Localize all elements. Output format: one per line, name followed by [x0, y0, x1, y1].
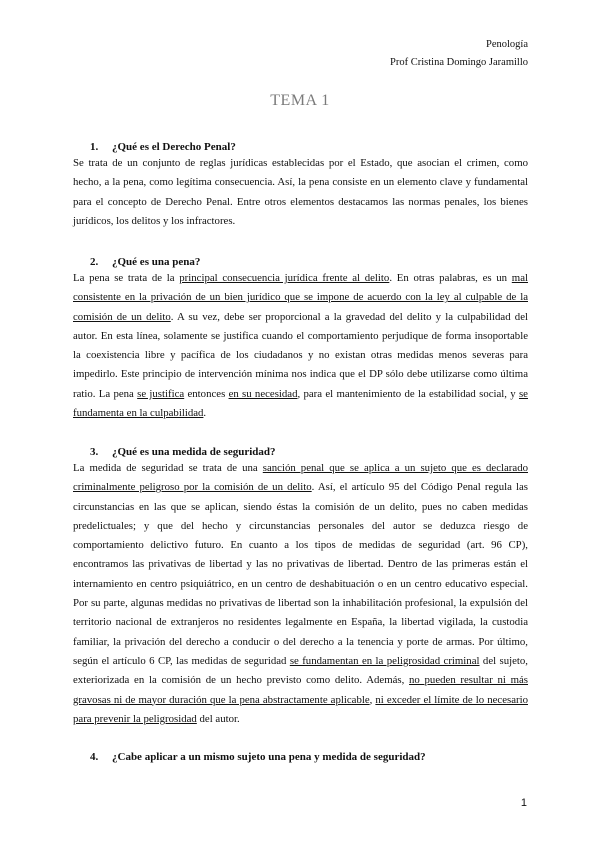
text-run: , — [369, 693, 376, 706]
section-4-question: ¿Cabe aplicar a un mismo sujeto una pena y medida de seguridad? — [112, 751, 426, 763]
text-run: del autor. — [196, 712, 240, 725]
section-2-number: 2. — [90, 256, 99, 268]
text-run: entonces — [184, 387, 229, 400]
underlined-phrase: principal consecuencia jurídica frente al delito — [179, 272, 390, 284]
section-3-heading — [90, 446, 276, 458]
underlined-phrase: sanción penal que se aplica a un sujeto que es declarado criminalmente peligroso por la comisión de un delito — [73, 462, 528, 494]
section-1-number: 1. — [90, 141, 99, 153]
section-4-number: 4. — [90, 751, 99, 763]
section-3-body — [73, 459, 528, 729]
section-1-heading — [90, 141, 236, 153]
page-number: 1 — [520, 797, 527, 809]
underlined-phrase: se fundamentan en la peligrosidad criminal — [289, 654, 480, 667]
text-run: . A su vez, debe ser proporcional a la gravedad del delito y la culpabilidad del autor. En esta línea, solamente se justifica cuando el comportamiento perjudique de forma insoportable la coexistencia libre y pacífica de los ciudadanos y no existan otras medidas menos severas para impedirlo. Este principio de intervención mínima nos indica que el DP sólo debe utilizarse como última ratio. La pena — [73, 310, 528, 400]
underlined-phrase: ni exceder el límite de lo necesario para prevenir la peligrosidad — [73, 693, 528, 725]
section-4-heading — [90, 751, 426, 763]
text-run: . — [203, 407, 207, 420]
section-2-question: ¿Qué es una pena? — [112, 256, 201, 268]
text-run: La pena se trata de la — [73, 272, 180, 284]
section-1-text: Se trata de un conjunto de reglas jurídicas establecidas por el Estado, que asocian el crimen, como hecho, a la pena, como legítima consecuencia. Así, la pena consiste en un elemento clave y fundamental para el concepto de Derecho Penal. Entre otros elementos destacamos las normas penales, los bienes jurídicos, los delitos y los infractores. — [73, 157, 528, 227]
underlined-phrase: se justifica — [137, 387, 185, 400]
text-run: . En otras palabras, es un — [389, 272, 512, 284]
header-professor: Prof Cristina Domingo Jaramillo — [390, 57, 528, 68]
text-run: La medida de seguridad se trata de una — [73, 462, 263, 474]
page-header — [390, 36, 528, 72]
text-run: , para el mantenimiento de la estabilidad social, y — [297, 387, 519, 400]
underlined-phrase: se fundamenta en la culpabilidad — [73, 387, 528, 420]
section-3-question: ¿Qué es una medida de seguridad? — [112, 446, 276, 458]
text-run: . Así, el artículo 95 del Código Penal regula las circunstancias en las que se aplican, siendo éstas la comisión de un delito, pues no caben medidas predelictuales; y que del hecho y circunstancias personales del autor se deduzca riesgo de comportamiento delictivo futuro. En cuanto a los tipos de medidas de seguridad (art. 96 CP), encontramos las privativas de libertad y las no privativas de libertad. Dentro de las primeras están el internamiento en centro psiquiátrico, en un centro de deshabituación o en un centro educativo especial. Por su parte, algunas medidas no privativas de libertad son la inhabilitación profesional, la expulsión del territorio nacional de extranjeros no residentes legalmente en España, la libertad vigilada, la custodia familiar, la privación del derecho a conducir o del derecho a la tenencia y porte de armas. Por último, según el artículo 6 CP, las medidas de seguridad — [73, 481, 528, 667]
underlined-phrase: mal consistente en la privación de un bien jurídico que se impone de acuerdo con la ley al culpable de la comisión de un delito — [73, 272, 528, 323]
document-title: TEMA 1 — [270, 92, 330, 109]
section-2-body — [73, 269, 528, 423]
section-1-question: ¿Qué es el Derecho Penal? — [112, 141, 236, 153]
header-subject: Penología — [486, 39, 528, 50]
underlined-phrase: en su necesidad — [228, 387, 298, 400]
section-1-body — [73, 154, 528, 231]
section-3-number: 3. — [90, 446, 99, 458]
text-run: del sujeto, exteriorizada en la comisión de un hecho previsto como delito. Además, — [73, 654, 528, 687]
underlined-phrase: no pueden resultar ni más gravosas ni de mayor duración que la pena abstractamente aplicable — [73, 674, 529, 706]
section-2-heading — [90, 256, 200, 268]
